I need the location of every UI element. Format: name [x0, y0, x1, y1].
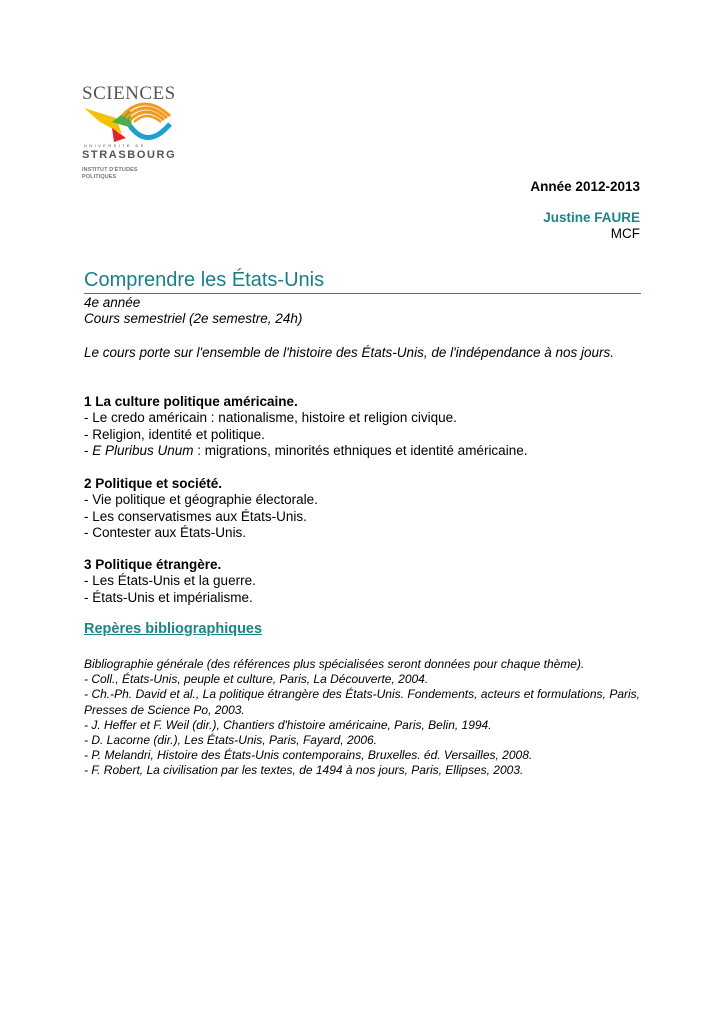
logo-universite-text: UNIVERSITÉ DE [84, 143, 146, 148]
emphasis-text: E Pluribus Unum [92, 443, 194, 459]
list-item: - Contester aux États-Unis. [84, 525, 247, 541]
course-description: Le cours porte sur l'ensemble de l'histoire des États-Unis, de l'indépendance à nos jours. [84, 345, 615, 360]
logo-sciences-text: SCIENCES [82, 83, 176, 104]
list-item: - E Pluribus Unum : migrations, minorités ethniques et identité américaine. [84, 443, 528, 459]
section-3 [84, 557, 640, 606]
sciences-po-strasbourg-logo [82, 83, 177, 180]
bibliography-list [84, 657, 640, 779]
section-heading: 2 Politique et société. [84, 476, 223, 491]
section-1 [84, 394, 640, 460]
bibliography-entry: - Coll., États-Unis, peuple et culture, Paris, La Découverte, 2004. [84, 672, 429, 687]
course-title: Comprendre les États-Unis [84, 268, 641, 294]
list-item: - Les États-Unis et la guerre. [84, 573, 256, 589]
logo-strasbourg-text: STRASBOURG [82, 149, 177, 161]
course-level: 4e année [84, 295, 141, 310]
list-item: - Religion, identité et politique. [84, 426, 265, 442]
bibliography-entry: - P. Melandri, Histoire des États-Unis contemporains, Bruxelles. éd. Versailles, 2008. [84, 748, 533, 763]
bibliography-entry: - J. Heffer et F. Weil (dir.), Chantiers d'histoire américaine, Paris, Belin, 1994. [84, 717, 492, 732]
section-heading: 1 La culture politique américaine. [84, 394, 298, 409]
bibliography-entry: - F. Robert, La civilisation par les textes, de 1494 à nos jours, Paris, Ellipses, 2003. [84, 763, 524, 778]
section-2 [84, 476, 640, 542]
course-meta [84, 295, 640, 328]
list-item: - Le credo américain : nationalisme, histoire et religion civique. [84, 410, 457, 426]
author-rank: MCF [610, 226, 640, 241]
author-name: Justine FAURE [543, 210, 640, 225]
logo-emblem-icon [82, 98, 172, 144]
course-schedule: Cours semestriel (2e semestre, 24h) [84, 311, 303, 327]
academic-year: Année 2012-2013 [530, 179, 640, 194]
list-item: - États-Unis et impérialisme. [84, 589, 253, 605]
section-heading: 3 Politique étrangère. [84, 557, 222, 572]
bibliography-intro: Bibliographie générale (des références plus spécialisées seront données pour chaque thème). [84, 657, 585, 671]
bibliography-heading: Repères bibliographiques [84, 621, 263, 637]
list-item: - Vie politique et géographie électorale. [84, 492, 318, 508]
bibliography-entry: - D. Lacorne (dir.), Les États-Unis, Paris, Fayard, 2006. [84, 733, 377, 748]
list-item: - Les conservatismes aux États-Unis. [84, 508, 307, 524]
bibliography-entry: - Ch.-Ph. David et al., La politique étrangère des États-Unis. Fondements, acteurs et formulations, Paris, Presses de Science Po, 2003. [84, 687, 640, 717]
logo-institut-text: INSTITUT D'ÉTUDES POLITIQUES [82, 167, 138, 180]
